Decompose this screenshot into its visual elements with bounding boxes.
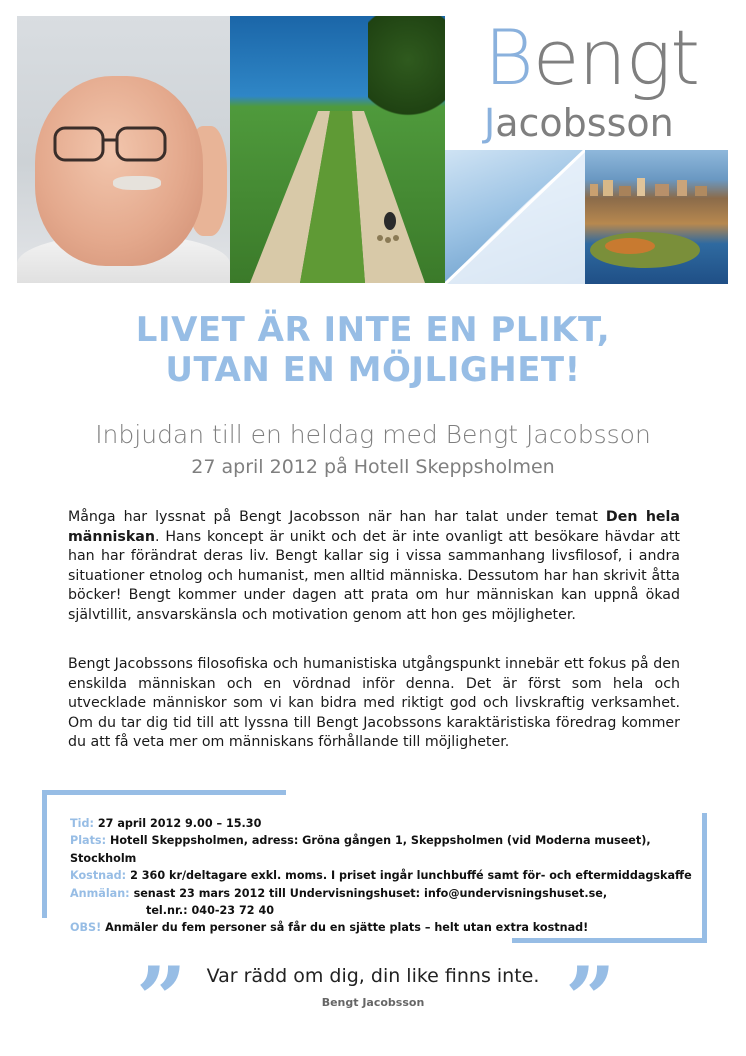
theme-name: Den hela människan (68, 509, 680, 545)
brand-last-name: Jacobsson (484, 101, 674, 145)
headline (0, 310, 746, 390)
path-landscape-photo (230, 16, 445, 283)
info-frame-right (702, 813, 707, 943)
quote-author: Bengt Jacobsson (321, 996, 425, 1009)
event-info (70, 815, 700, 937)
headline-line-2: UTAN EN MÖJLIGHET! (165, 350, 581, 390)
quote-text: Var rädd om dig, din like finns inte. (206, 965, 540, 987)
sail-photo (445, 150, 585, 284)
brand-first-name: Bengt (484, 13, 700, 102)
quote-close-icon: ” (565, 947, 616, 1051)
info-registration: Anmälan: senast 23 mars 2012 till Undervisningshuset: info@undervisningshuset.se, (70, 886, 608, 900)
subtitle: Inbjudan till en heldag med Bengt Jacobsson (95, 420, 651, 449)
info-frame-bottom (512, 938, 707, 943)
headline-line-1: LIVET ÄR INTE EN PLIKT, (135, 310, 611, 350)
info-frame-left (42, 790, 47, 918)
info-place: Plats: Hotell Skeppsholmen, adress: Gröna gången 1, Skeppsholmen (vid Moderna museet), Stockholm (70, 834, 651, 865)
brand-name (470, 13, 730, 148)
date-place: 27 april 2012 på Hotell Skeppsholmen (191, 456, 555, 478)
city-aerial-photo (585, 150, 728, 284)
sail-icon (445, 150, 585, 284)
mustache-shape (113, 176, 161, 190)
info-frame-top (42, 790, 286, 795)
glasses-icon (53, 124, 171, 164)
paragraph-1: Många har lyssnat på Bengt Jacobsson när han har talat under temat Den hela människan. Hans koncept är unikt och det är inte ovanligt att besökare hävdar att han har förändrat deras liv. Bengt kallar sig i vissa sammanhang livsfilosof, i andra situationer etnolog och humanist, men alltid människa. Dessutom har han skrivit åtta böcker! Bengt kommer under dagen att prata om hur människan kan uppnå ökad självtillit, ansvarskänsla och motivation genom att hon ges möjligheter. (68, 509, 680, 623)
paragraph-2: Bengt Jacobssons filosofiska och humanistiska utgångspunkt innebär ett fokus på den enskilda människan och en vördnad inför denna. Det är först som hela och utvecklade människor som vi kan bidra med riktigt god och livskraftig verksamhet. Om du tar dig tid till att lyssna till Bengt Jacobssons karaktäristiska föredrag kommer du att få veta mer om människans förhållande till möjligheter. (68, 656, 680, 751)
info-phone: tel.nr.: 040-23 72 40 (146, 904, 275, 918)
info-time: Tid: 27 april 2012 9.00 – 15.30 (70, 817, 262, 830)
portrait-photo (17, 16, 230, 283)
head-shape (35, 76, 203, 266)
info-note: OBS! Anmäler du fem personer så får du en sjätte plats – helt utan extra kostnad! (70, 921, 589, 935)
dirt-path-icon (230, 16, 445, 283)
city-skyline-icon (585, 150, 728, 284)
info-cost: Kostnad: 2 360 kr/deltagare exkl. moms. I priset ingår lunchbuffé samt för- och eftermiddagskaffe (70, 869, 692, 883)
quote-open-icon: ” (136, 947, 187, 1051)
